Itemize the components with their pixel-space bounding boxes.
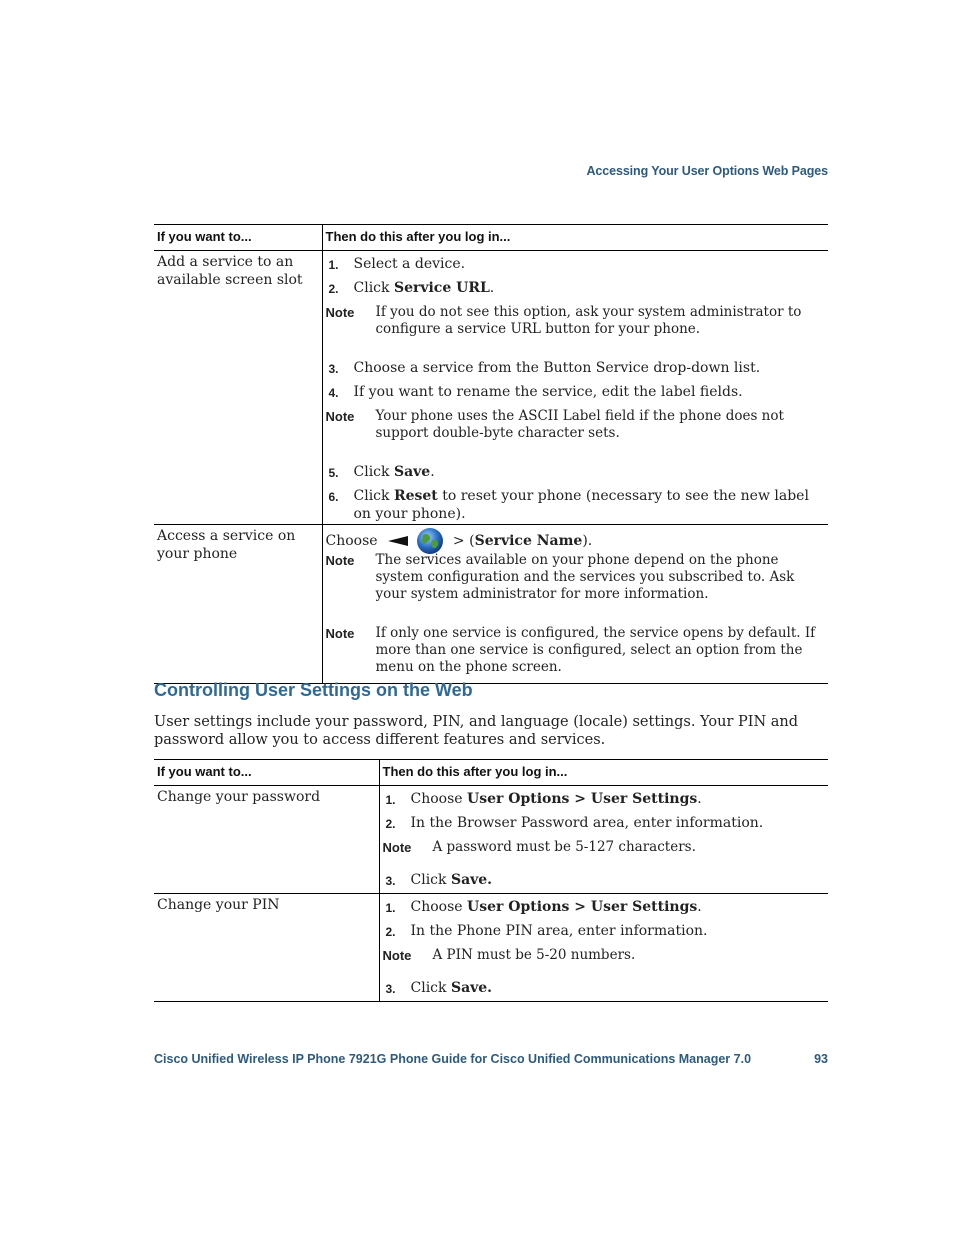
step-number: 4. bbox=[328, 386, 339, 400]
ui-term: User Options > User Settings bbox=[467, 899, 698, 915]
list-item bbox=[383, 898, 826, 916]
choose-text: > ( bbox=[452, 533, 475, 549]
step-text: . bbox=[697, 791, 702, 807]
list-item bbox=[326, 463, 826, 481]
step-text: If you want to rename the service, edit the label fields. bbox=[353, 384, 743, 400]
list-item bbox=[383, 790, 826, 808]
step-text: Click bbox=[410, 872, 451, 888]
running-header: Accessing Your User Options Web Pages bbox=[586, 164, 828, 178]
list-item bbox=[326, 359, 826, 377]
step-number: 1. bbox=[385, 901, 396, 915]
note-label: Note bbox=[325, 626, 355, 641]
section-heading: Controlling User Settings on the Web bbox=[154, 680, 473, 700]
step-text: . bbox=[430, 464, 435, 480]
ui-term: Save. bbox=[450, 872, 493, 888]
note-text: A PIN must be 5-20 numbers. bbox=[432, 947, 636, 963]
ui-term: Save bbox=[393, 464, 431, 480]
list-item bbox=[326, 383, 826, 401]
step-text: In the Phone PIN area, enter information. bbox=[410, 923, 708, 939]
ui-term: Reset bbox=[393, 488, 438, 504]
step-number: 2. bbox=[385, 925, 396, 939]
left-arrow-icon bbox=[388, 536, 408, 546]
note bbox=[383, 947, 826, 964]
step-number: 3. bbox=[385, 982, 396, 996]
ui-term: Service URL bbox=[393, 280, 490, 296]
list-item bbox=[383, 979, 826, 997]
step-number: 2. bbox=[385, 817, 396, 831]
step-text: to reset your phone (necessary to see the new label on your phone). bbox=[353, 488, 809, 522]
note-label: Note bbox=[325, 305, 355, 320]
ui-term: Service Name bbox=[474, 533, 583, 549]
note-text: If only one service is configured, the service opens by default. If more than one service is configured, select an option from the menu on the phone screen. bbox=[375, 625, 816, 675]
note-label: Note bbox=[382, 948, 412, 963]
note-text: A password must be 5-127 characters. bbox=[432, 839, 696, 855]
step-text: Click bbox=[353, 280, 394, 296]
list-item bbox=[326, 255, 826, 273]
table-header-row bbox=[154, 225, 828, 251]
step-text: Click bbox=[410, 980, 451, 996]
footer-title: Cisco Unified Wireless IP Phone 7921G Phone Guide for Cisco Unified Communications Manager 7.0 bbox=[154, 1052, 752, 1066]
table-row bbox=[154, 525, 828, 684]
choose-text: ). bbox=[582, 533, 593, 549]
table-row bbox=[154, 786, 828, 894]
list-item bbox=[326, 279, 826, 297]
ui-term: User Options > User Settings bbox=[467, 791, 698, 807]
list-item bbox=[383, 814, 826, 832]
note bbox=[326, 625, 826, 676]
step-number: 1. bbox=[385, 793, 396, 807]
task-cell: Add a service to an available screen slot bbox=[154, 251, 322, 525]
step-text: In the Browser Password area, enter information. bbox=[410, 815, 764, 831]
note bbox=[326, 408, 826, 442]
user-settings-table bbox=[154, 759, 828, 1002]
task-cell: Change your PIN bbox=[154, 894, 379, 1002]
action-cell bbox=[322, 251, 828, 525]
step-number: 1. bbox=[328, 258, 339, 272]
step-text: Click bbox=[353, 464, 394, 480]
table-row bbox=[154, 251, 828, 525]
list-item bbox=[383, 922, 826, 940]
services-table bbox=[154, 224, 828, 684]
note bbox=[326, 552, 826, 603]
step-text: Choose bbox=[410, 899, 468, 915]
step-number: 3. bbox=[385, 874, 396, 888]
step-number: 6. bbox=[328, 490, 339, 504]
table-row bbox=[154, 894, 828, 1002]
action-cell bbox=[379, 786, 828, 894]
action-cell bbox=[322, 525, 828, 684]
step-number: 2. bbox=[328, 282, 339, 296]
list-item bbox=[383, 871, 826, 889]
note bbox=[326, 304, 826, 338]
step-text: Choose bbox=[410, 791, 468, 807]
table-header-row bbox=[154, 760, 828, 786]
choose-line bbox=[326, 527, 826, 549]
step-number: 3. bbox=[328, 362, 339, 376]
step-text: . bbox=[489, 280, 495, 296]
list-item bbox=[326, 487, 826, 523]
note-label: Note bbox=[382, 840, 412, 855]
step-text: Select a device. bbox=[353, 256, 466, 272]
column-header-action: Then do this after you log in... bbox=[322, 225, 828, 251]
column-header-task: If you want to... bbox=[154, 760, 379, 786]
note-text: Your phone uses the ASCII Label field if the phone does not support double-byte character sets. bbox=[375, 408, 784, 441]
step-text: . bbox=[697, 899, 702, 915]
ui-term: Save. bbox=[450, 980, 493, 996]
column-header-action: Then do this after you log in... bbox=[379, 760, 828, 786]
intro-paragraph: User settings include your password, PIN, and language (locale) settings. Your PIN and password allow you to access different features and services. bbox=[154, 714, 799, 748]
column-header-task: If you want to... bbox=[154, 225, 322, 251]
task-cell: Change your password bbox=[154, 786, 379, 894]
note-text: The services available on your phone depend on the phone system configuration and the services you subscribed to. Ask your system administrator for more information. bbox=[375, 552, 795, 602]
action-cell bbox=[379, 894, 828, 1002]
note-label: Note bbox=[325, 409, 355, 424]
note bbox=[383, 839, 826, 856]
step-number: 5. bbox=[328, 466, 339, 480]
page-number: 93 bbox=[814, 1052, 828, 1066]
step-text: Choose a service from the Button Service drop-down list. bbox=[353, 360, 761, 376]
note-text: If you do not see this option, ask your system administrator to configure a service URL button for your phone. bbox=[375, 304, 802, 337]
note-label: Note bbox=[325, 553, 355, 568]
task-cell: Access a service on your phone bbox=[154, 525, 322, 684]
globe-icon bbox=[416, 527, 444, 555]
choose-text: Choose bbox=[325, 533, 378, 549]
step-text: Click bbox=[353, 488, 394, 504]
